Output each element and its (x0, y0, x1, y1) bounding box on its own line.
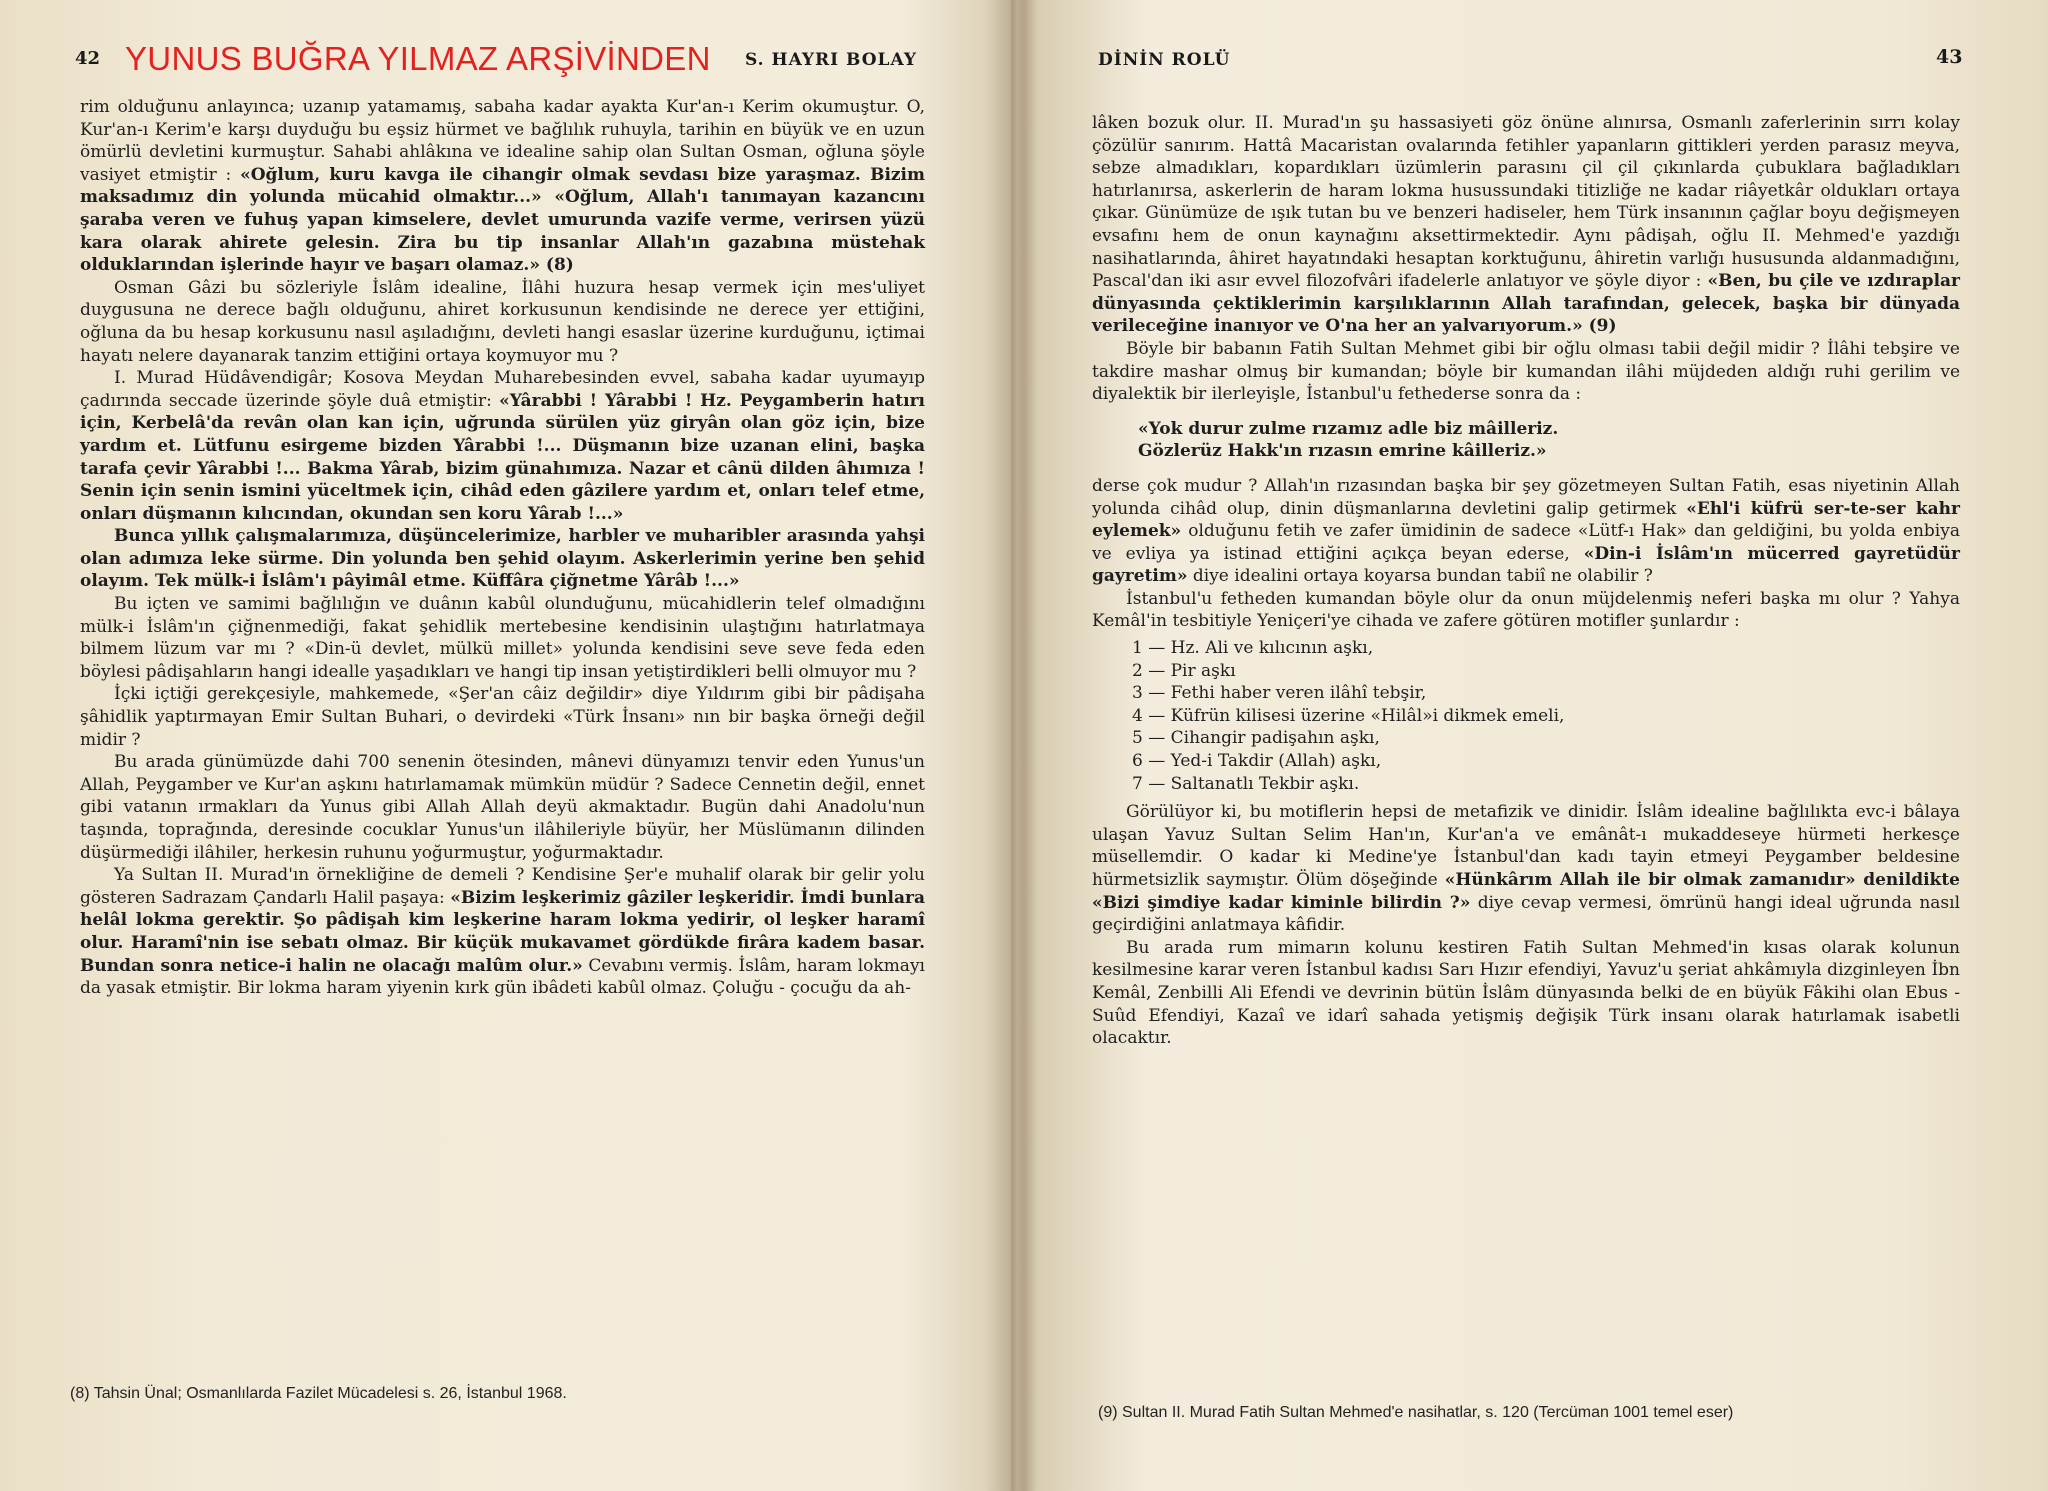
left-page (0, 0, 1010, 1491)
archive-watermark: YUNUS BUĞRA YILMAZ ARŞİVİNDEN (125, 40, 711, 77)
paragraph: İçki içtiği gerekçesiyle, mahkemede, «Şer'an câiz değildir» diye Yıldırım gibi bir pâdişaha şâhidlik yaptırmayan Emir Sultan Buhari, o devirdeki «Türk İnsanı» nın bir başka örneği değil midir ? (80, 684, 925, 750)
list-item: 2 — Pir aşkı (1132, 660, 1236, 681)
verse-quote (1138, 418, 1960, 463)
list-item: 1 — Hz. Ali ve kılıcının aşkı, (1132, 638, 1374, 659)
page-number: 43 (1936, 46, 1963, 68)
running-head-author: S. HAYRI BOLAY (745, 50, 917, 70)
paragraph: Görülüyor ki, bu motiflerin hepsi de metafizik ve dinidir. İslâm idealine bağlılıkta evc-i bâlaya ulaşan Yavuz Sultan Selim Han'ın, Kur'an'a ve emânât-ı mukaddeseye hürmeti herkesçe müsellemdir. O kadar ki Medine'ye İstanbul'dan kadı tayin etmeyi Peygamber beldesine hürmetsizlik saymıştır. Ölüm döşeğinde «Hünkârım Allah ile bir olmak zamanıdır» denildikte «Bizi şimdiye kadar kiminle bilirdin ?» diye cevap vermesi, ömrünü hangi ideal uğrunda nasıl geçirdiğini anlatmaya kâfidir. (1092, 802, 1961, 936)
paragraph: Bu arada günümüzde dahi 700 senenin ötesinden, mânevi dünyamızı tenvir eden Yunus'un Allah, Peygamber ve Kur'an aşkını hatırlamamak mümkün müdür ? Sadece Cennetin değil, ennet gibi vatanın ırmakları da Yunus gibi Allah Allah deyü akmaktadır. Bugün dahi Anadolu'nun taşında, toprağında, deresinde cocuklar Yunus'un ilâhileriyle büyür, her Müslümanın dilinden düşürmediği ilâhiler, herkesin ruhunu yoğurmuştur, yoğurmaktadır. (80, 752, 925, 863)
running-head-chapter: DİNİN ROLÜ (1098, 50, 1231, 70)
right-page-body (1092, 112, 1960, 1050)
verse-line: Gözlerüz Hakk'ın rızasın emrine kâilleriz.» (1138, 441, 1547, 462)
paragraph: Ya Sultan II. Murad'ın örnekliğine de demeli ? Kendisine Şer'e muhalif olarak bir gelir yolu gösteren Sadrazam Çandarlı Halil paşaya: «Bizim leşkerimiz gâziler leşkeridir. İmdi bunlara helâl lokma gerektir. Şo pâdişah kim leşkerine haram lokma yedirir, ol leşker haramî olur. Haramî'nin ise sebatı olmaz. Bir küçük mukavamet gördükde firâra kadem basar. Bundan sonra netice-i halin ne olacağı malûm olur.» Cevabını vermiş. İslâm, haram lokmayı da yasak etmiştir. Bir lokma haram yiyenin kırk gün ibâdeti kabûl olmaz. Çoluğu - çocuğu da ah- (80, 865, 925, 999)
paragraph: Bu içten ve samimi bağlılığın ve duânın kabûl olunduğunu, mücahidlerin telef olmadığını mülk-i İslâm'ın çiğnenmediği, fakat şehidlik mertebesine kendisinin ulaştığını hatırlatmaya bilmem lüzum var mı ? «Din-ü devlet, mülkü millet» yolunda kendisini seve seve feda eden böylesi pâdişahların hangi idealle yaşadıkları ve hangi tip insan yetiştirdikleri belli olmuyor mu ? (80, 594, 925, 682)
right-page (1010, 0, 2048, 1491)
footnote: (8) Tahsin Ünal; Osmanlılarda Fazilet Mücadelesi s. 26, İstanbul 1968. (70, 1385, 567, 1402)
list-item: 7 — Saltanatlı Tekbir aşkı. (1132, 773, 1360, 794)
paragraph: Böyle bir babanın Fatih Sultan Mehmet gibi bir oğlu olması tabii değil midir ? İlâhi tebşire ve takdire mashar olmuş bir kumandan; böyle bir kumandan ilâhi müjdeden aldığı ruhi gerilim ve diyalektik bir ilerleyişle, İstanbul'u fethederse sonra da : (1092, 338, 1960, 405)
motif-list (1132, 637, 1960, 795)
paragraph: rim olduğunu anlayınca; uzanıp yatamamış, sabaha kadar ayakta Kur'an-ı Kerim okumuştur. O, Kur'an-ı Kerim'e karşı duyduğu bu eşsiz hürmet ve bağlılık ruhuyla, tarihin en büyük ve en uzun ömürlü devletini kurmuştur. Sahabi ahlâkına ve idealine sahip olan Sultan Osman, oğluna şöyle vasiyet etmiştir : «Oğlum, kuru kavga ile cihangir olmak sevdası bize yaraşmaz. Bizim maksadımız din yolunda mücahid olmaktır...» «Oğlum, Allah'ı tanımayan kazancını şaraba veren ve fuhuş yapan kimselere, devlet umurunda vazife verme, verirsen yüzü kara olarak ahirete gelesin. Zira bu tip insanlar Allah'ın gazabına müstehak olduklarından işlerinde hayır ve başarı olamaz.» (8) (80, 97, 926, 276)
paragraph: İstanbul'u fetheden kumandan böyle olur da onun müjdelenmiş neferi başka mı olur ? Yahya Kemâl'in tesbitiyle Yeniçeri'ye cihada ve zafere götüren motifler şunlardır : (1092, 588, 1960, 632)
paragraph: Osman Gâzi bu sözleriyle İslâm idealine, İlâhi huzura hesap vermek için mes'uliyet duygusuna ne derece bağlı olduğunu, ahiret korkusunun kendisinde ne derece yer ettiğini, oğluna da bu hesap korkusunu nasıl aşıladığını, devleti hangi esaslar üzerine kurduğunu, içtimai hayatı nelere dayanarak tanzim ettiğini ortaya koymuyor mu ? (80, 277, 925, 366)
paragraph: lâken bozuk olur. II. Murad'ın şu hassasiyeti göz önüne alınırsa, Osmanlı zaferlerinin sırrı kolay çözülür sanırım. Hattâ Macaristan ovalarında fetihler yapanların gittikleri yerden parasız meyva, sebze almadıkları, kopardıkları üzümlerin parasını çil çil çıkınlarda çubuklara bağladıkları hatırlanırsa, askerlerin de haram lokma husussundaki titizliğe ne kadar riâyetkâr oldukları ortaya çıkar. Günümüze de ışık tutan bu ve benzeri hadiseler, hem Türk insanının çağlar boyu değişmeyen evsafını hem de onun kaynağını aksettirmektedir. Aynı pâdişah, oğlu II. Mehmed'e yazdığı nasihatlarında, âhiret hayatındaki hesaptan korktuğunu, âhiretin varlığı hususunda aldanmadığını, Pascal'dan iki asır evvel filozofvâri ifadelerle anlatıyor ve şöyle diyor : «Ben, bu çile ve ızdıraplar dünyasında çektiklerimin karşılıklarının Allah tarafından, gelecek, başka bir dünyada verileceğine inanıyor ve O'na her an yalvarıyorum.» (9) (1092, 113, 1961, 337)
paragraph: Bu arada rum mimarın kolunu kestiren Fatih Sultan Mehmed'in kısas olarak kolunun kesilmesine karar veren İstanbul kadısı Sarı Hızır efendiyi, Yavuz'u şeriat ahkâmıyla dizginleyen İbn Kemâl, Zenbilli Ali Efendi ve devrinin bütün İslâm dünyasında belki de en büyük Fâkihi olan Ebus - Suûd Efendiyi, Kazaî ve idarî sahada yetişmiş değişik Türk insanı olarak hatırlamak isabetli olacaktır. (1092, 937, 1960, 1049)
paragraph: derse çok mudur ? Allah'ın rızasından başka bir şey gözetmeyen Sultan Fatih, esas niyetinin Allah yolunda cihâd olup, dinin düşmanlarına devletini galip getirmek «Ehl'i küfrü ser-te-ser kahr eylemek» olduğunu fetih ve zafer ümidinin de sadece «Lütf-ı Hak» dan geldiğini, bu yolda enbiya ve evliya ya istinad ettiğini açıkça beyan ederse, «Din-i İslâm'ın mücerred gayretüdür gayretim» diye idealini ortaya koyarsa bundan tabiî ne olabilir ? (1092, 475, 1960, 587)
list-item: 5 — Cihangir padişahın aşkı, (1132, 728, 1380, 749)
footnote: (9) Sultan II. Murad Fatih Sultan Mehmed'e nasihatlar, s. 120 (Tercüman 1001 temel eser) (1098, 1404, 1734, 1421)
left-page-body (80, 96, 925, 1000)
paragraph: I. Murad Hüdâvendigâr; Kosova Meydan Muharebesinden evvel, sabaha kadar uyumayıp çadırında seccade üzerinde şöyle duâ etmiştir: «Yârabbi ! Yârabbi ! Hz. Peygamberin hatırı için, Kerbelâ'da revân olan kan için, uğrunda sürülen yüz giryân olan göz için, bize yardım et. Lütfunu esirgeme bizden Yârabbi !... Düşmanın bize uzanan elini, başka tarafa çevir Yârabbi !... Bakma Yârab, bizim günahımıza. Nazar et cânü dilden âhımıza ! Senin için senin ismini yüceltmek için, cihâd eden gâzilere yardım et, onları telef etme, onları düşmanın kılıcından, okundan sen koru Yârab !...» (80, 368, 925, 524)
verse-line: «Yok durur zulme rızamız adle biz mâilleriz. (1138, 418, 1559, 439)
list-item: 4 — Küfrün kilisesi üzerine «Hilâl»i dikmek emeli, (1132, 705, 1565, 726)
page-number: 42 (75, 48, 101, 69)
list-item: 6 — Yed-i Takdir (Allah) aşkı, (1132, 751, 1382, 772)
paragraph: Bunca yıllık çalışmalarımıza, düşüncelerimize, harbler ve muharibler arasında yahşi olan adımıza leke sürme. Din yolunda ben şehid olayım. Askerlerimin yerine ben şehid olayım. Tek mülk-i İslâm'ı pâyimâl etme. Küffâra çiğnetme Yârâb !...» (80, 526, 925, 592)
list-item: 3 — Fethi haber veren ilâhî tebşir, (1132, 683, 1427, 704)
